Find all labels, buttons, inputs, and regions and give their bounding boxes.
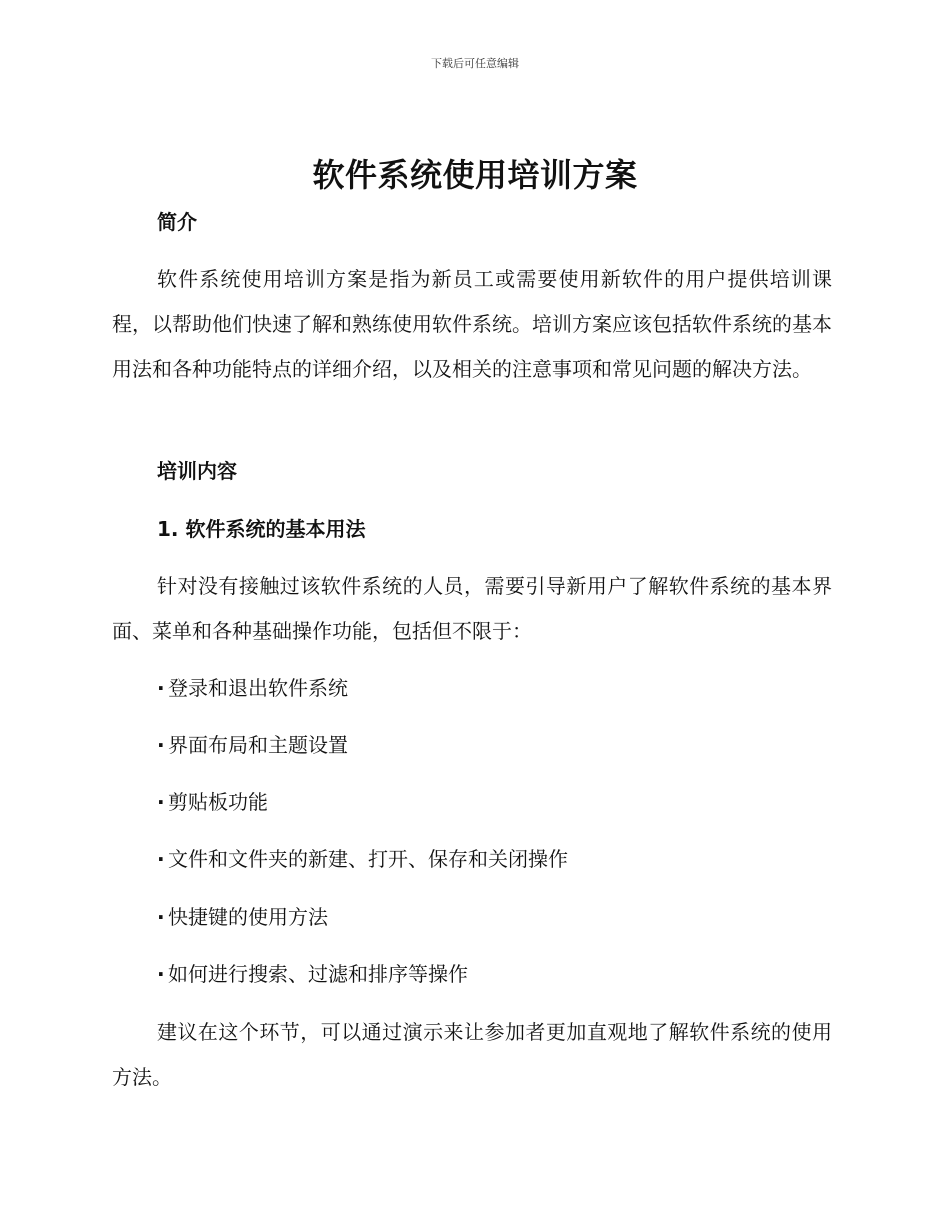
list-item-text: 如何进行搜索、过滤和排序等操作	[168, 962, 468, 986]
list-item	[157, 674, 348, 702]
list-item-text: 快捷键的使用方法	[168, 905, 328, 929]
bullet-marker: ·	[157, 847, 165, 871]
intro-paragraph: 软件系统使用培训方案是指为新员工或需要使用新软件的用户提供培训课程，以帮助他们快速了解和熟练使用软件系统。培训方案应该包括软件系统的基本用法和各种功能特点的详细介绍，以及相关的注意事项和常见问题的解决方法。	[112, 267, 832, 381]
list-item	[157, 960, 468, 988]
content-heading: 培训内容	[157, 459, 237, 483]
bullet-marker: ·	[157, 676, 165, 700]
bullet-marker: ·	[157, 905, 165, 929]
bullet-marker: ·	[157, 733, 165, 757]
sub-heading-basic-usage: 1. 软件系统的基本用法	[157, 517, 366, 541]
list-item	[157, 731, 348, 759]
closing-paragraph: 建议在这个环节，可以通过演示来让参加者更加直观地了解软件系统的使用方法。	[112, 1020, 832, 1089]
intro-heading: 简介	[157, 210, 197, 234]
list-item	[157, 845, 568, 873]
list-item-text: 剪贴板功能	[168, 790, 268, 814]
list-item-text: 界面布局和主题设置	[168, 733, 348, 757]
header-note: 下载后可任意编辑	[431, 57, 519, 70]
list-item-text: 登录和退出软件系统	[168, 676, 348, 700]
list-item-text: 文件和文件夹的新建、打开、保存和关闭操作	[168, 847, 568, 871]
document-title: 软件系统使用培训方案	[312, 156, 638, 194]
list-item	[157, 788, 268, 816]
list-item	[157, 903, 328, 931]
bullet-marker: ·	[157, 790, 165, 814]
basic-usage-paragraph: 针对没有接触过该软件系统的人员，需要引导新用户了解软件系统的基本界面、菜单和各种基础操作功能，包括但不限于：	[112, 574, 832, 643]
bullet-marker: ·	[157, 962, 165, 986]
